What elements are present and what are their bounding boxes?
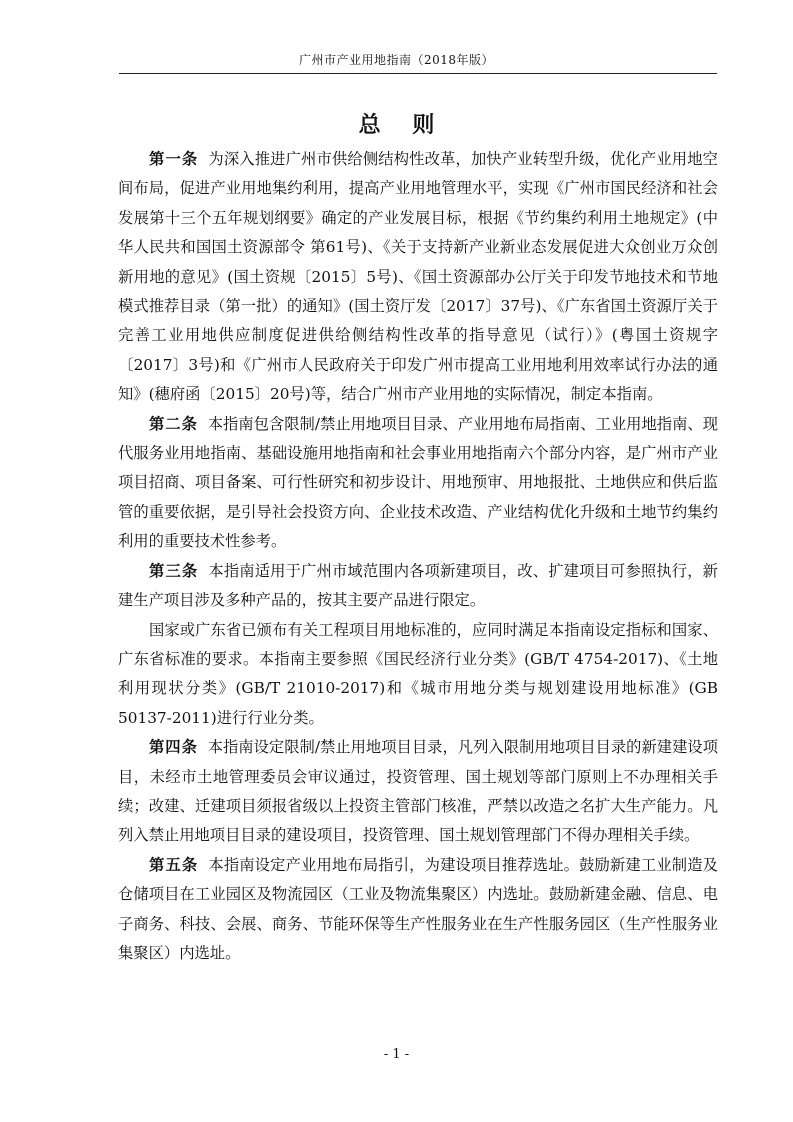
article-text: 为深入推进广州市供给侧结构性改革，加快产业转型升级，优化产业用地空间布局，促进产业用地集约利用，提高产业用地管理水平，实现《广州市国民经济和社会发展第十三个五年规划纲要》确定的产业发展目标，根据《节约集约利用土地规定》(中华人民共和国国土资源部令 第61号)、《关于支持新产业新业态发展促进大众创业万众创新用地的意见》(国土资规〔2015〕5号)、《国土资源部办公厅关于印发节地技术和节地模式推荐目录（第一批）的通知》(国土资厅发〔2017〕37号)、《广东省国土资源厅关于完善工业用地供应制度促进供给侧结构性改革的指导意见（试行）》(粤国土资规字〔2017〕3号)和《广州市人民政府关于印发广州市提高工业用地利用效率试行办法的通知》(穗府函〔2015〕20号)等，结合广州市产业用地的实际情况，制定本指南。 [118, 150, 718, 404]
article-text: 本指南包含限制/禁止用地项目目录、产业用地布局指南、工业用地指南、现代服务业用地指南、基础设施用地指南和社会事业用地指南六个部分内容，是广州市产业项目招商、项目备案、可行性研究和初步设计、用地预审、用地报批、土地供应和供后监管的重要依据，是引导社会投资方向、企业技术改造、产业结构优化升级和土地节约集约利用的重要技术性参考。 [118, 414, 718, 551]
article-1 [118, 145, 718, 410]
article-lead: 第二条 [149, 414, 198, 433]
article-text: 本指南适用于广州市域范围内各项新建项目，改、扩建项目可参照执行，新建生产项目涉及多种产品的，按其主要产品进行限定。 [118, 561, 718, 610]
article-4 [118, 733, 718, 851]
article-5 [118, 851, 718, 969]
running-header: 广州市产业用地指南（2018年版） [298, 53, 495, 67]
article-3 [118, 557, 718, 616]
article-text: 本指南设定产业用地布局指引，为建设项目推荐选址。鼓励新建工业制造及仓储项目在工业园区及物流园区（工业及物流集聚区）内选址。鼓励新建金融、信息、电子商务、科技、会展、商务、节能环保等生产性服务业在生产性服务园区（生产性服务业集聚区）内选址。 [118, 855, 718, 962]
section-title: 总 则 [358, 112, 447, 138]
article-text: 国家或广东省已颁布有关工程项目用地标准的，应同时满足本指南设定指标和国家、广东省标准的要求。本指南主要参照《国民经济行业分类》(GB/T 4754-2017)、《土地利用现状分类》(GB/T 21010-2017)和《城市用地分类与规划建设用地标准》(GB 50137-2011)进行行业分类。 [118, 620, 718, 727]
article-lead: 第四条 [149, 738, 198, 757]
article-text: 本指南设定限制/禁止用地项目目录，凡列入限制用地项目目录的新建建设项目，未经市土地管理委员会审议通过，投资管理、国土规划等部门原则上不办理相关手续；改建、迁建项目须报省级以上投资主管部门核准，严禁以改造之名扩大生产能力。凡列入禁止用地项目目录的建设项目，投资管理、国土规划管理部门不得办理相关手续。 [118, 738, 718, 845]
article-lead: 第五条 [149, 855, 199, 874]
header-divider [119, 73, 717, 74]
article-lead: 第一条 [149, 150, 199, 168]
article-3-continuation [118, 616, 718, 734]
article-2 [118, 410, 718, 557]
article-lead: 第三条 [149, 561, 199, 580]
page-number: - 1 - [383, 1047, 410, 1062]
document-body [118, 145, 718, 968]
